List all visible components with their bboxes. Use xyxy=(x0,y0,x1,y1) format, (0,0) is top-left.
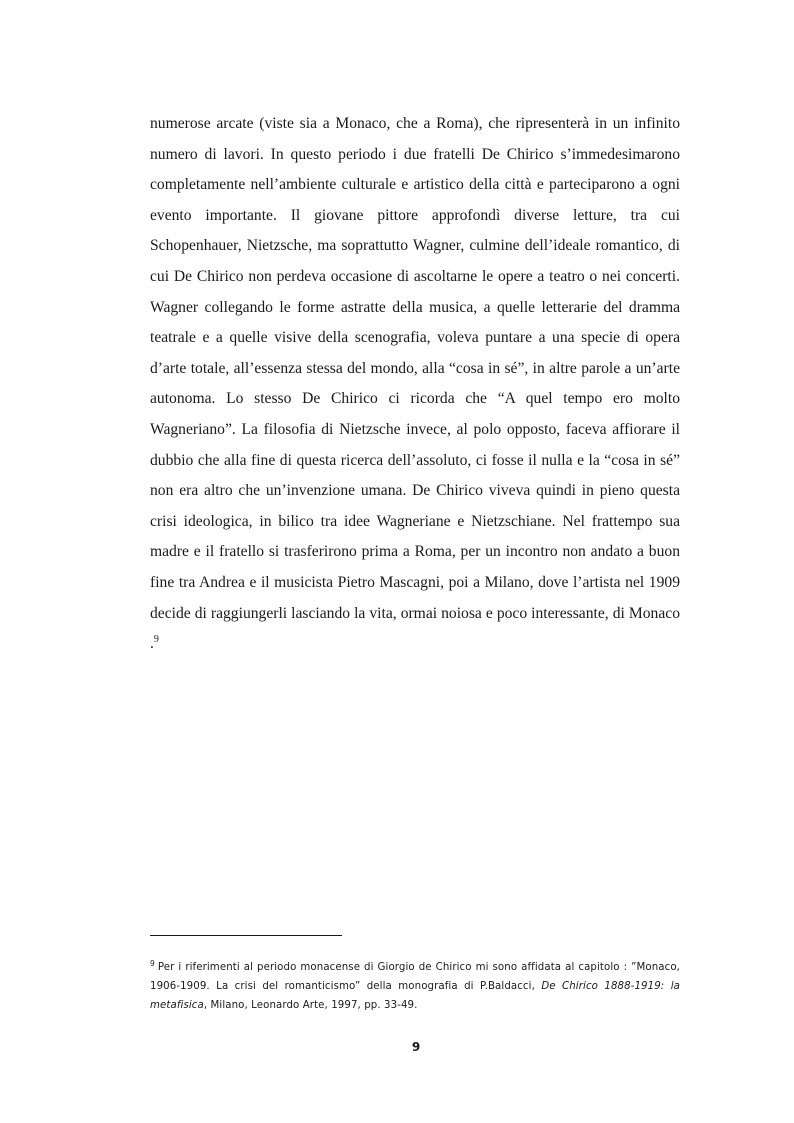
page-number: 9 xyxy=(411,1040,421,1054)
footnote-book-title: De Chirico 1888-1919: la metafisica xyxy=(150,981,680,1011)
footnote-separator xyxy=(150,935,342,936)
footnote-text-start: Per i riferimenti al periodo monacense di Giorgio de Chirico mi sono affidata al capitolo : ”Monaco, 1906-1909. La crisi del romanticismo” della monografia di P.Baldacci, xyxy=(150,962,680,992)
body-paragraph xyxy=(150,109,680,660)
footnote-reference[interactable]: 9 xyxy=(153,633,159,645)
footnote-mark: 9 xyxy=(150,958,155,968)
footnote-text-end: , Milano, Leonardo Arte, 1997, pp. 33-49. xyxy=(203,1000,418,1011)
footnote xyxy=(150,958,680,1015)
body-paragraph-text: numerose arcate (viste sia a Monaco, che a Roma), che ripresenterà in un infinito numero di lavori. In questo periodo i due fratelli De Chirico s’immedesimarono completamente nell’ambiente culturale e artistico della città e parteciparono a ogni evento importante. Il giovane pittore approfondì diverse letture, tra cui Schopenhauer, Nietzsche, ma soprattutto Wagner, culmine dell’ideale romantico, di cui De Chirico non perdeva occasione di ascoltarne le opere a teatro o nei concerti. Wagner collegando le forme astratte della musica, a quelle letterarie del dramma teatrale e a quelle visive della scenografia, voleva puntare a una specie di opera d’arte totale, all’essenza stessa del mondo, alla “cosa in sé”, in altre parole a un’arte autonoma. Lo stesso De Chirico ci ricorda che “A quel tempo ero molto Wagneriano”. La filosofia di Nietzsche invece, al polo opposto, faceva affiorare il dubbio che alla fine di questa ricerca dell’assoluto, ci fosse il nulla e la “cosa in sé” non era altro che un’invenzione umana. De Chirico viveva quindi in pieno questa crisi ideologica, in bilico tra idee Wagneriane e Nietzschiane. Nel frattempo sua madre e il fratello si trasferirono prima a Roma, per un incontro non andato a buon fine tra Andrea e il musicista Pietro Mascagni, poi a Milano, dove l’artista nel 1909 decide di raggiungerli lasciando la vita, ormai noiosa e poco interessante, di Monaco . xyxy=(150,115,680,653)
